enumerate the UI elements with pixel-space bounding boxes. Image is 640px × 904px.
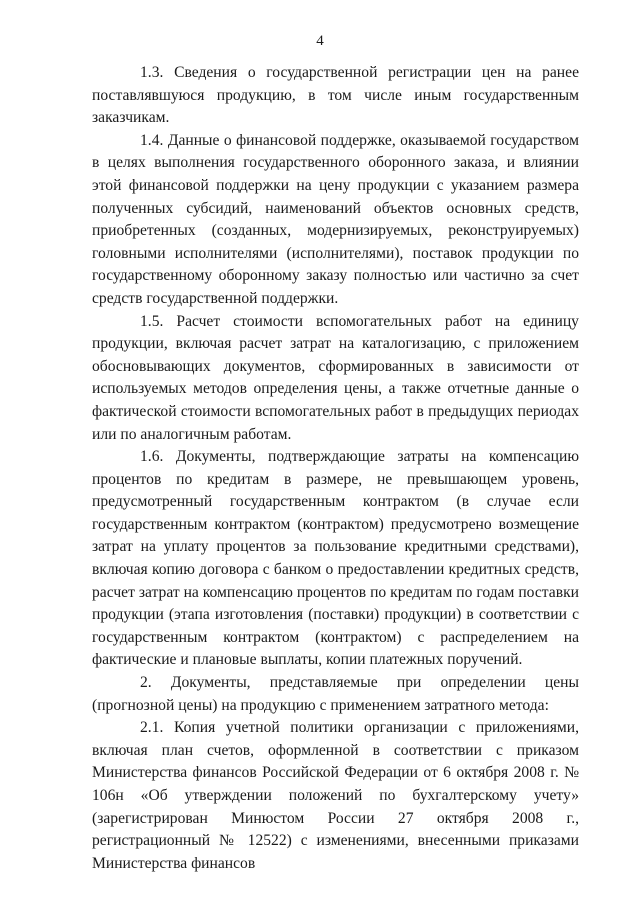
paragraph-text: Сведения о государственной регистрации цен на ранее поставлявшуюся продукцию, в том числе иным государственным заказчикам.: [92, 64, 579, 127]
paragraph-text: Расчет стоимости вспомогательных работ на единицу продукции, включая расчет затрат на каталогизацию, с приложением обосновывающих документов, сформированных в зависимости от используемых методов определения цены, а также отчетные данные о фактической стоимости вспомогательных работ в предыдущих периодах или по аналогичным работам.: [92, 312, 579, 443]
paragraph-number: 1.5.: [140, 312, 164, 330]
paragraph-2-1: [92, 717, 579, 875]
paragraph-text: Копия учетной политики организации с приложениями, включая план счетов, оформленной в соответствии с приказом Министерства финансов Российской Федерации от 6 октября 2008 г. № 106н «Об утверждении положений по бухгалтерскому учету» (зарегистрирован Минюстом России 27 октября 2008 г., регистрационный № 12522) с изменениями, внесенными приказами Министерства финансов: [92, 719, 579, 872]
paragraph-number: 2.1.: [140, 719, 164, 737]
paragraph-text: Документы, представляемые при определении цены (прогнозной цены) на продукцию с применением затратного метода:: [92, 674, 579, 714]
document-body: [92, 62, 579, 875]
paragraph-1-6: [92, 446, 579, 672]
paragraph-number: 1.6.: [140, 448, 164, 466]
page-number: 4: [316, 33, 324, 49]
paragraph-2: [92, 672, 579, 717]
paragraph-1-5: [92, 311, 579, 447]
paragraph-number: 1.3.: [140, 64, 164, 81]
paragraph-1-4: [92, 130, 579, 311]
paragraph-text: Данные о финансовой поддержке, оказываемой государством в целях выполнения государственного оборонного заказа, и влиянии этой финансовой поддержки на цену продукции с указанием размера полученных субсидий, наименований объектов основных средств, приобретенных (созданных, модернизируемых, реконструируемых) головными исполнителями (исполнителями), поставок продукции по государственному оборонному заказу полностью или частично за счет средств государственной поддержки.: [92, 131, 579, 307]
paragraph-number: 1.4.: [140, 131, 164, 149]
paragraph-text: Документы, подтверждающие затраты на компенсацию процентов по кредитам в размере, не превышающем уровень, предусмотренный государственным контрактом (в случае если государственным контрактом (контрактом) предусмотрено возмещение затрат на уплату процентов за пользование кредитными средствами), включая копию договора с банком о предоставлении кредитных средств, расчет затрат на компенсацию процентов по кредитам по годам поставки продукции (этапа изготовления (поставки) продукции) в соответствии с государственным контрактом (контрактом) с распределением на фактические и плановые выплаты, копии платежных поручений.: [92, 448, 579, 669]
paragraph-1-3: [92, 62, 579, 130]
paragraph-number: 2.: [140, 674, 152, 692]
